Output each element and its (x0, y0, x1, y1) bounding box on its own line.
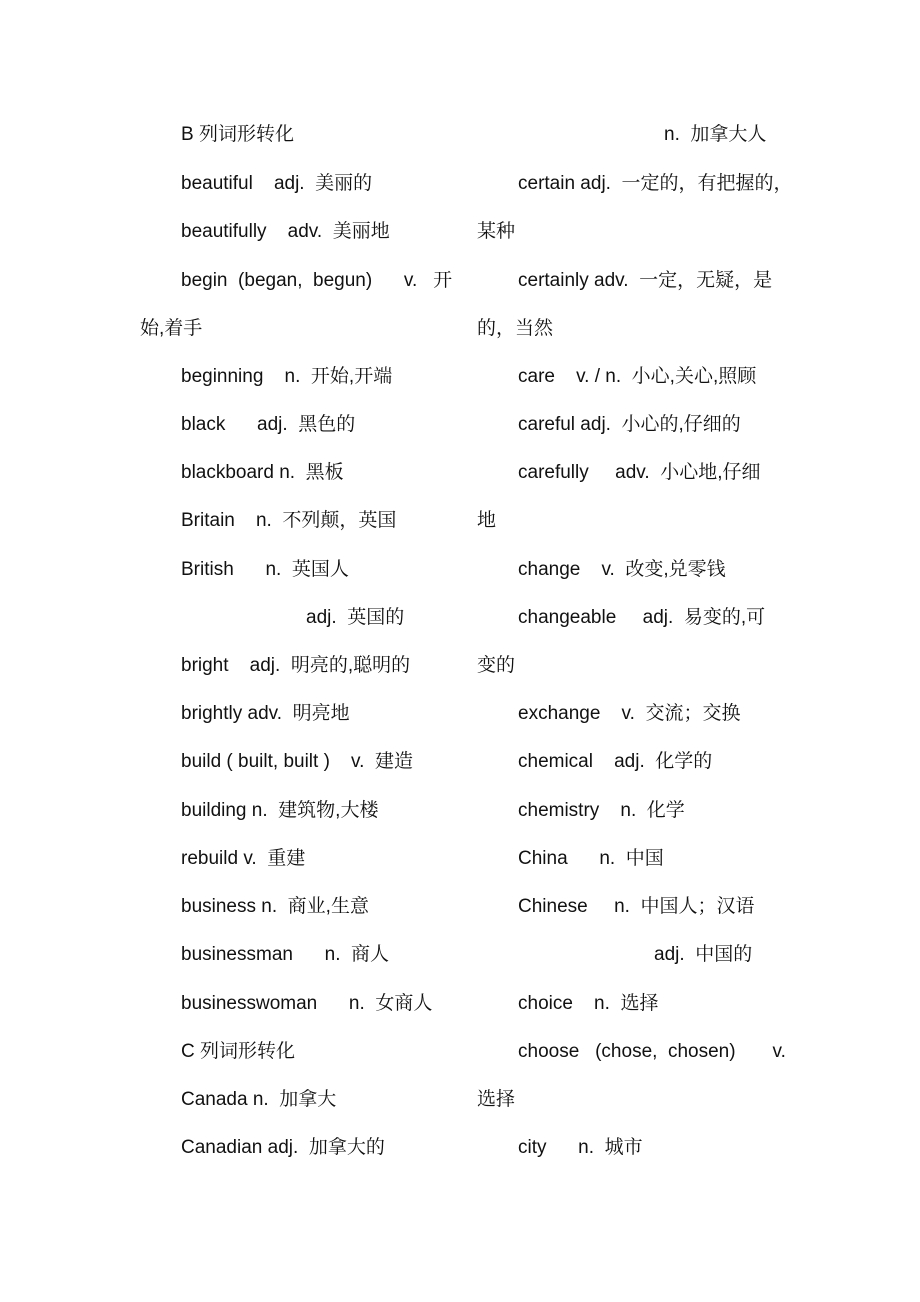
vocab-entry: city n. 城市 (518, 1137, 643, 1158)
vocab-entry: blackboard n. 黑板 (181, 462, 344, 483)
vocab-entry: choose (chose, chosen) v. (518, 1041, 786, 1062)
vocab-entry: businessman n. 商人 (181, 944, 390, 965)
vocab-entry: certainly adv. 一定，无疑，是 (518, 270, 773, 291)
vocab-entry: beautifully adv. 美丽地 (181, 221, 390, 242)
vocab-entry-adj: adj. 英国的 (306, 607, 405, 628)
vocab-entry: exchange v. 交流；交换 (518, 703, 741, 724)
vocab-entry: certain adj. 一定的，有把握的， (518, 173, 793, 194)
vocab-entry: brightly adv. 明亮地 (181, 703, 350, 724)
vocab-entry: Canadian adj. 加拿大的 (181, 1137, 385, 1158)
vocab-entry: beautiful adj. 美丽的 (181, 173, 373, 194)
vocab-entry-continuation: 选择 (477, 1089, 516, 1110)
vocab-entry: Chinese n. 中国人；汉语 (518, 896, 755, 917)
vocab-entry: British n. 英国人 (181, 559, 349, 580)
vocab-entry: chemistry n. 化学 (518, 800, 685, 821)
vocab-entry: choice n. 选择 (518, 993, 659, 1014)
vocab-entry: bright adj. 明亮的,聪明的 (181, 655, 411, 676)
vocab-entry: carefully adv. 小心地,仔细 (518, 462, 761, 483)
vocab-entry: care v. / n. 小心,关心,照顾 (518, 366, 757, 387)
vocab-entry: Britain n. 不列颠，英国 (181, 510, 397, 531)
vocab-entry: careful adj. 小心的,仔细的 (518, 414, 741, 435)
vocab-entry-continuation: 的，当然 (477, 318, 554, 339)
vocab-entry: business n. 商业,生意 (181, 896, 369, 917)
vocab-entry: China n. 中国 (518, 848, 664, 869)
vocab-entry-noun: n. 加拿大人 (664, 124, 767, 145)
vocab-entry: changeable adj. 易变的,可 (518, 607, 766, 628)
vocab-entry: building n. 建筑物,大楼 (181, 800, 379, 821)
vocab-entry: Canada n. 加拿大 (181, 1089, 337, 1110)
vocab-entry-continuation: 变的 (477, 655, 516, 676)
vocab-entry-adj: adj. 中国的 (654, 944, 753, 965)
vocab-entry: begin (began, begun) v. 开 (181, 270, 453, 291)
vocab-entry: change v. 改变,兑零钱 (518, 559, 726, 580)
vocab-entry: businesswoman n. 女商人 (181, 993, 433, 1014)
vocab-entry: beginning n. 开始,开端 (181, 366, 393, 387)
vocab-entry: chemical adj. 化学的 (518, 751, 713, 772)
vocab-entry-continuation: 某种 (477, 221, 516, 242)
vocab-entry-continuation: 始,着手 (140, 318, 203, 339)
vocab-entry: build ( built, built ) v. 建造 (181, 751, 413, 772)
vocab-entry: rebuild v. 重建 (181, 848, 306, 869)
section-heading-c: C 列词形转化 (181, 1041, 296, 1062)
vocab-entry: black adj. 黑色的 (181, 414, 356, 435)
section-heading-b: B 列词形转化 (181, 124, 294, 145)
vocab-entry-continuation: 地 (477, 510, 497, 531)
